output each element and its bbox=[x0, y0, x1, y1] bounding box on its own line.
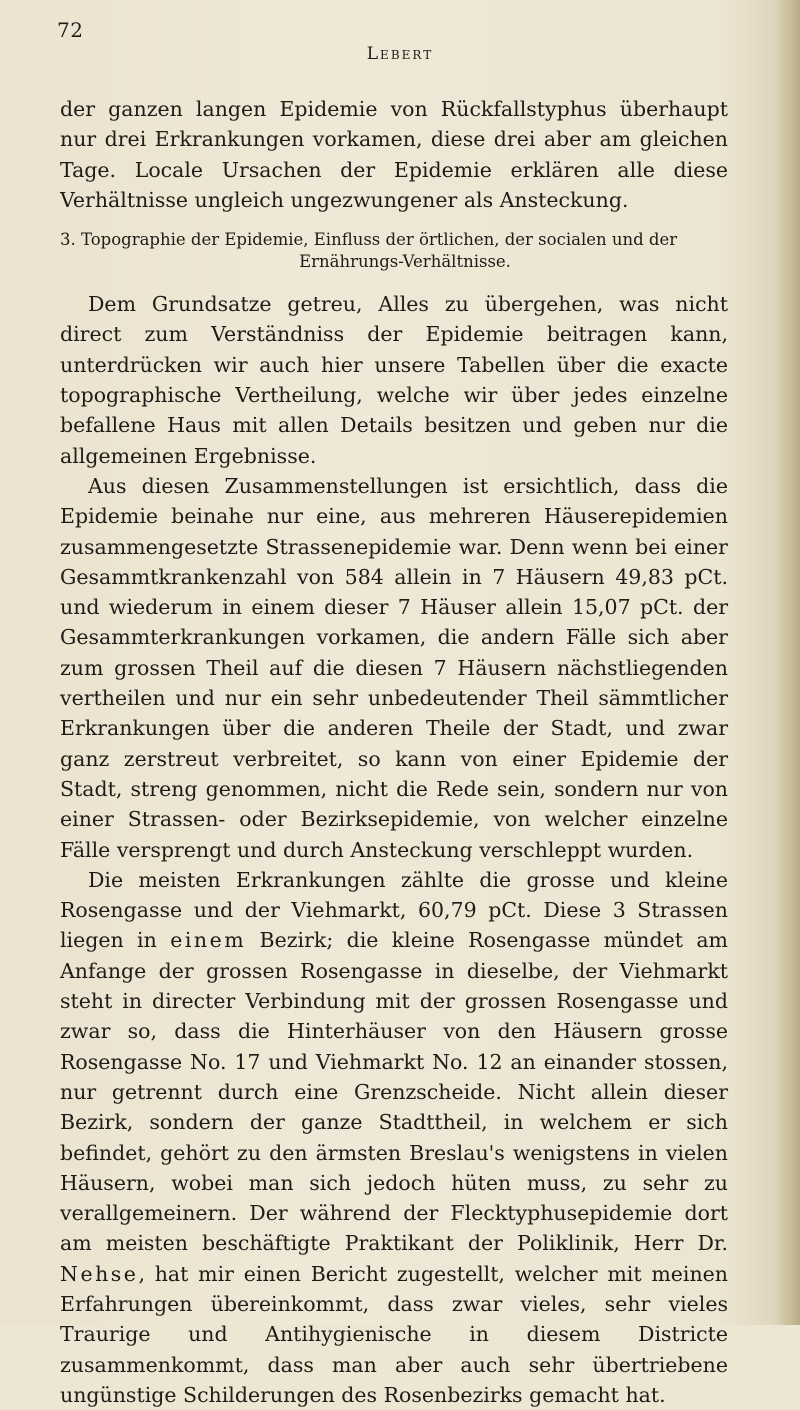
paragraph-street-epidemic: Aus diesen Zusammenstellungen ist ersichtlich, dass die Epidemie beinahe nur eine, aus mehreren Häuserepidemien zusammengesetzte Strassenepidemie war. Denn wenn bei einer Gesammtkrankenzahl von 584 allein in 7 Häusern 49,83 pCt. und wiederum in einem dieser 7 Häuser allein 15,07 pCt. der Gesammterkrankungen vorkamen, die andern Fälle sich aber zum grossen Theil auf die diesen 7 Häusern nächstliegenden vertheilen und nur ein sehr unbedeutender Theil sämmtlicher Erkrankungen über die anderen Theile der Stadt, und zwar ganz zerstreut verbreitet, so kann von einer Epidemie der Stadt, streng genommen, nicht die Rede sein, sondern nur von einer Strassen- oder Bezirksepidemie, von welcher einzelne Fälle versprengt und durch Ansteckung verschleppt wurden. bbox=[60, 473, 728, 862]
running-head: Lebert bbox=[366, 44, 434, 64]
person-name: Nehse bbox=[60, 1261, 139, 1286]
text-run: , hat mir einen Bericht zugestellt, welcher mit meinen Erfahrungen übereinkommt, dass zwar vieles, sehr vieles Traurige und Antihygienische in diesem Districte zusammenkommt, dass man aber auch sehr übertriebene ungünstige Schilderungen des Rosenbezirks gemacht hat. bbox=[60, 1261, 728, 1407]
page-number: 72 bbox=[57, 18, 84, 42]
emphasized-word: einem bbox=[170, 928, 247, 953]
text-run: Bezirk; die kleine Rosengasse mündet am Anfange der grossen Rosengasse in dieselbe, der Viehmarkt steht in directer Verbindung mit der grossen Rosengasse und zwar so, dass die Hinterhäuser von den Häusern grosse Rosengasse No. 17 und Viehmarkt No. 12 an einander stossen, nur getrennt durch eine Grenzscheide. Nicht allein dieser Bezirk, sondern der ganze Stadttheil, in welchem er sich befindet, gehört zu den ärmsten Breslau's wenigstens in vielen Häusern, wobei man sich jedoch hüten muss, zu sehr zu verallgemeinern. Der während der Flecktyphusepidemie dort am meisten beschäftigte Praktikant der Poliklinik, Herr Dr. bbox=[60, 928, 728, 1256]
page-edge-shadow bbox=[774, 0, 800, 1325]
section-heading-line-1: 3. Topographie der Epidemie, Einfluss der örtlichen, der socialen und der bbox=[60, 230, 678, 250]
paragraph-rosengasse bbox=[60, 865, 728, 1410]
page-header bbox=[0, 0, 800, 80]
section-heading-line-2: Ernährungs-Verhältnisse. bbox=[299, 252, 511, 272]
paragraph-continuation: der ganzen langen Epidemie von Rückfallstyphus überhaupt nur drei Erkrankungen vorkamen, diese drei aber am gleichen Tage. Locale Ursachen der Epidemie erklären alle diese Verhältnisse ungleich ungezwungener als Ansteckung. bbox=[60, 97, 728, 212]
section-heading bbox=[60, 229, 728, 273]
page-body bbox=[60, 94, 728, 1410]
paragraph-tables: Dem Grundsatze getreu, Alles zu übergehen, was nicht direct zum Verständniss der Epidemie beitragen kann, unterdrücken wir auch hier unsere Tabellen über die exacte topographische Vertheilung, welche wir über jedes einzelne befallene Haus mit allen Details besitzen und geben nur die allgemeinen Ergebnisse. bbox=[60, 292, 728, 468]
text-run: Die meisten Erkrankungen zählte die grosse und kleine Rosengasse und der Viehmarkt, 60,79 pCt. Diese 3 Strassen liegen in bbox=[60, 867, 728, 953]
